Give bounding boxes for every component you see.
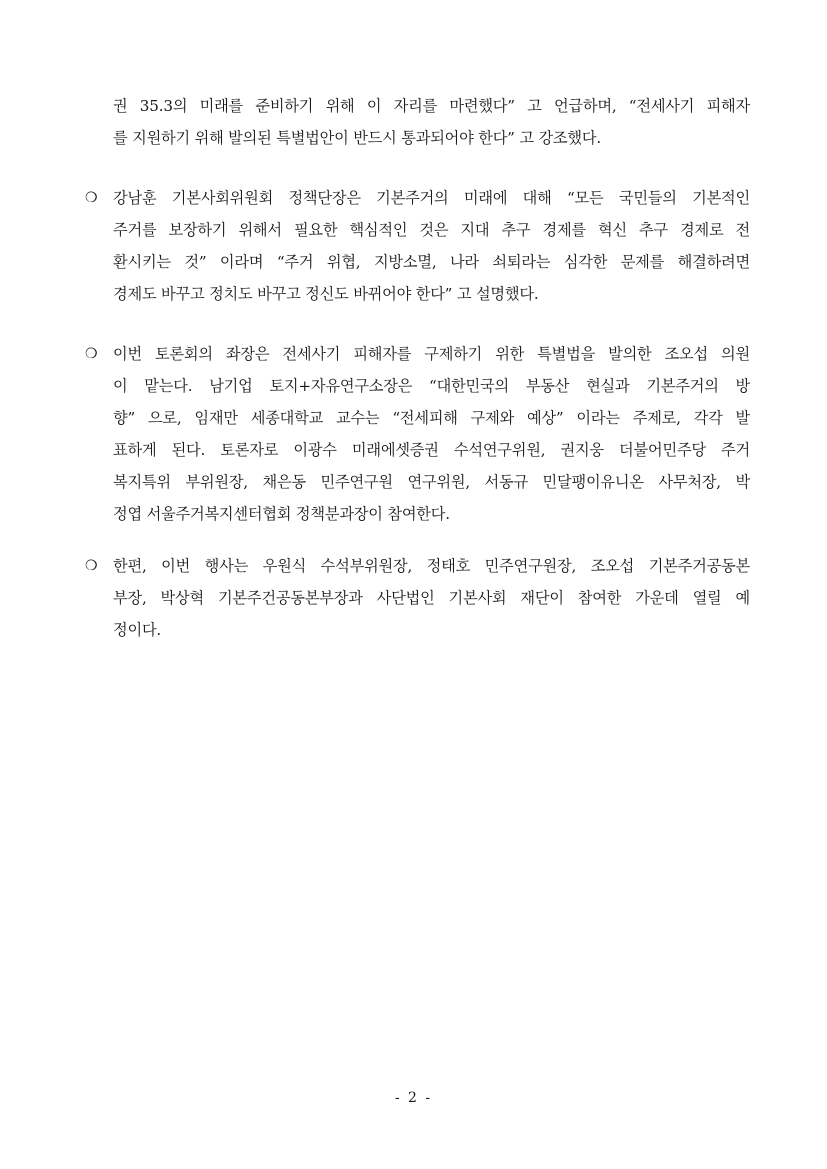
paragraph-line: 환시키는 것” 이라며 “주거 위협, 지방소멸, 나라 쇠퇴라는 심각한 문제를 해결하려면 <box>113 253 750 271</box>
paragraph-line: 향” 으로, 임재만 세종대학교 교수는 “전세피해 구제와 예상” 이라는 주제로, 각각 발 <box>113 409 750 427</box>
paragraph-line: 경제도 바꾸고 정치도 바꾸고 정신도 바뀌어야 한다” 고 설명했다. <box>113 285 539 303</box>
circle-bullet-icon: ❍ <box>85 346 98 362</box>
bullet-paragraph <box>85 550 750 646</box>
paragraph-line: 강남훈 기본사회위원회 정책단장은 기본주거의 미래에 대해 “모든 국민들의 기본적인 <box>113 189 750 207</box>
paragraph-line: 부장, 박상혁 기본주건공동본부장과 사단법인 기본사회 재단이 참여한 가운데 열릴 예 <box>113 589 750 607</box>
paragraph-line: 정이다. <box>113 621 162 639</box>
bullet-paragraph <box>85 182 750 310</box>
paragraph-line: 를 지원하기 위해 발의된 특별법안이 반드시 통과되어야 한다” 고 강조했다. <box>113 129 601 147</box>
continuation-paragraph <box>85 90 750 154</box>
paragraph-line: 주거를 보장하기 위해서 필요한 핵심적인 것은 지대 추구 경제를 혁신 추구 경제로 전 <box>113 221 750 239</box>
paragraph-line: 표하게 된다. 토론자로 이광수 미래에셋증권 수석연구위원, 권지웅 더불어민주당 주거 <box>113 441 750 459</box>
paragraph-line: 권 35.3의 미래를 준비하기 위해 이 자리를 마련했다” 고 언급하며, “전세사기 피해자 <box>113 97 750 115</box>
paragraph-line: 이번 토론회의 좌장은 전세사기 피해자를 구제하기 위한 특별법을 발의한 조오섭 의원 <box>113 345 750 363</box>
paragraph-line: 정엽 서울주거복지센터협회 정책분과장이 참여한다. <box>113 505 450 523</box>
paragraph-line: 한편, 이번 행사는 우원식 수석부위원장, 정태호 민주연구원장, 조오섭 기본주거공동본 <box>113 557 750 575</box>
page-number: - 2 - <box>394 1090 433 1106</box>
paragraph-line: 복지특위 부위원장, 채은동 민주연구원 연구위원, 서동규 민달팽이유니온 사무처장, 박 <box>113 473 750 491</box>
circle-bullet-icon: ❍ <box>85 190 98 206</box>
paragraph-line: 이 맡는다. 남기업 토지+자유연구소장은 “대한민국의 부동산 현실과 기본주거의 방 <box>113 377 750 395</box>
bullet-paragraph <box>85 338 750 530</box>
circle-bullet-icon: ❍ <box>85 558 98 574</box>
